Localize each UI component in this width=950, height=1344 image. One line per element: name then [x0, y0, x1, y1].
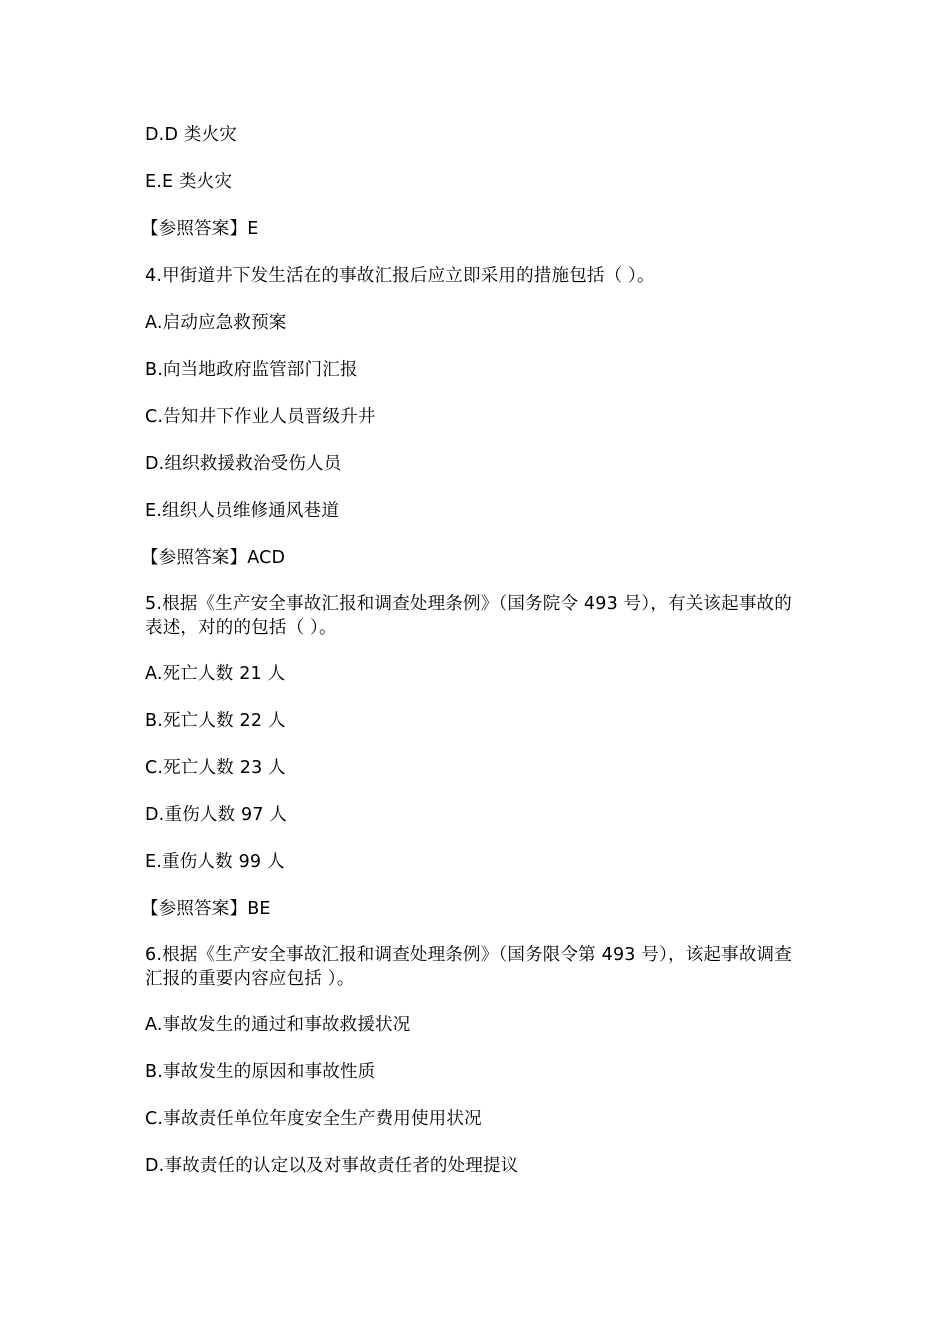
option-b-q6: B.事故发生的原因和事故性质	[145, 1062, 376, 1082]
option-c-q5: C.死亡人数 23 人	[145, 758, 286, 778]
option-d-q6: D.事故责任的认定以及对事故责任者的处理提议	[145, 1156, 519, 1176]
option-e-q5: E.重伤人数 99 人	[145, 852, 285, 872]
option-c-q6: C.事故责任单位年度安全生产费用使用状况	[145, 1109, 482, 1129]
option-a-q4: A.启动应急救预案	[145, 313, 287, 333]
option-b-q5: B.死亡人数 22 人	[145, 711, 286, 731]
option-d-q3: D.D 类火灾	[145, 125, 237, 145]
answer-q3: 【参照答案】E	[141, 219, 259, 239]
option-e-q4: E.组织人员维修通风巷道	[145, 501, 340, 521]
option-b-q4: B.向当地政府监管部门汇报	[145, 360, 358, 380]
option-d-q4: D.组织救援救治受伤人员	[145, 454, 342, 474]
answer-q4: 【参照答案】ACD	[141, 548, 286, 568]
question-5: 5.根据《生产安全事故汇报和调查处理条例》（国务院令 493 号），有关该起事故的表述，对的的包括（ ）。	[145, 594, 792, 638]
option-c-q4: C.告知井下作业人员晋级升井	[145, 407, 376, 427]
question-4: 4.甲街道井下发生活在的事故汇报后应立即采用的措施包括（ ）。	[145, 266, 655, 286]
option-e-q3: E.E 类火灾	[145, 172, 233, 192]
option-d-q5: D.重伤人数 97 人	[145, 805, 288, 825]
document-content	[141, 122, 805, 1200]
option-a-q5: A.死亡人数 21 人	[145, 664, 286, 684]
question-6: 6.根据《生产安全事故汇报和调查处理条例》（国务限令第 493 号），该起事故调查汇报的重要内容应包括 ）。	[145, 945, 792, 989]
answer-q5: 【参照答案】BE	[141, 899, 271, 919]
option-a-q6: A.事故发生的通过和事故救援状况	[145, 1015, 411, 1035]
